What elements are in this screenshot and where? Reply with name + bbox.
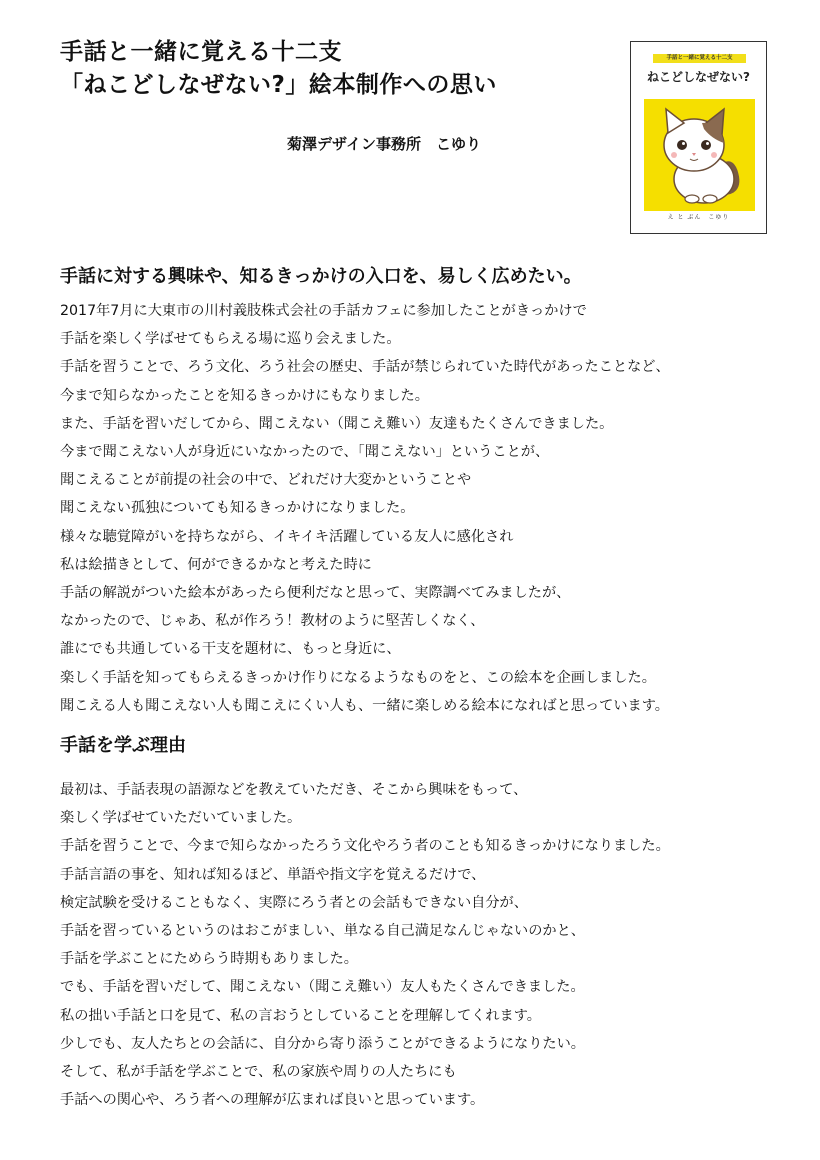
cover-illustration [644, 99, 755, 211]
body-line: 最初は、手話表現の語源などを教えていただき、そこから興味をもって、 [60, 782, 528, 798]
body-line: 2017年7月に大東市の川村義肢株式会社の手話カフェに参加したことがきっかけで [60, 303, 587, 319]
cover-subtitle: 手話と一緒に覚える十二支 [653, 54, 746, 63]
title-line-1: 手話と一緒に覚える十二支 [60, 39, 342, 65]
body-line: 聞こえない孤独についても知るきっかけになりました。 [60, 500, 415, 517]
body-line: 私の拙い手話と口を見て、私の言おうとしていることを理解してくれます。 [60, 1007, 541, 1024]
body-line: 手話への関心や、ろう者への理解が広まれば良いと思っています。 [60, 1092, 485, 1109]
body-line: 誰にでも共通している干支を題材に、もっと身近に、 [60, 641, 401, 658]
author-name: 菊澤デザイン事務所 こゆり [287, 135, 481, 153]
body-line: 手話を習っているというのはおこがましい、単なる自己満足なんじゃないのかと、 [60, 923, 585, 940]
section-1-heading: 手話に対する興味や、知るきっかけの入口を、易しく広めたい。 [60, 266, 582, 287]
cover-title: ねこどしなぜない? [647, 70, 750, 84]
body-line: 少しでも、友人たちとの会話に、自分から寄り添うことができるようになりたい。 [60, 1035, 585, 1052]
cat-illustration [644, 99, 755, 211]
body-line: 手話を習うことで、今まで知らなかったろう文化やろう者のことも知るきっかけになりました。 [60, 838, 670, 855]
body-line: 検定試験を受けることもなく、実際にろう者との会話もできない自分が、 [60, 894, 528, 911]
body-line: 聞こえることが前提の社会の中で、どれだけ大変かということや [60, 472, 472, 489]
section-2-body [60, 776, 670, 1114]
cover-author: え と ぶん こゆり [667, 214, 730, 221]
document-title [60, 36, 497, 102]
book-cover-image [630, 41, 767, 234]
section-1-body [60, 297, 670, 720]
body-line: 手話の解説がついた絵本があったら便利だなと思って、実際調べてみましたが、 [60, 585, 571, 602]
body-line: 聞こえる人も聞こえない人も聞こえにくい人も、一緒に楽しめる絵本になればと思っています。 [60, 697, 669, 714]
body-line: なかったので、じゃあ、私が作ろう！教材のように堅苦しくなく、 [60, 613, 485, 630]
body-line: 手話を学ぶことにためらう時期もありました。 [60, 951, 358, 968]
body-line: また、手話を習いだしてから、聞こえない（聞こえ難い）友達もたくさんできました。 [60, 415, 614, 432]
title-line-2: 「ねこどしなぜない?」絵本制作への思い [60, 72, 497, 98]
section-2-heading: 手話を学ぶ理由 [60, 735, 186, 756]
body-line: 私は絵描きとして、何ができるかなと考えた時に [60, 556, 372, 573]
body-line: 手話言語の事を、知れば知るほど、単語や指文字を覚えるだけで、 [60, 866, 486, 883]
body-line: 手話を楽しく学ばせてもらえる場に巡り会えました。 [60, 331, 401, 348]
body-line: 楽しく手話を知ってもらえるきっかけ作りになるようなものをと、この絵本を企画しました。 [60, 669, 656, 686]
body-line: 今まで聞こえない人が身近にいなかったので、「聞こえない」ということが、 [60, 444, 550, 461]
body-line: 手話を習うことで、ろう文化、ろう社会の歴史、手話が禁じられていた時代があったことなど、 [60, 359, 670, 376]
body-line: 今まで知らなかったことを知るきっかけにもなりました。 [60, 387, 429, 404]
body-line: でも、手話を習いだして、聞こえない（聞こえ難い）友人もたくさんできました。 [60, 979, 585, 996]
body-line: 様々な聴覚障がいを持ちながら、イキイキ活躍している友人に感化され [60, 528, 514, 545]
body-line: そして、私が手話を学ぶことで、私の家族や周りの人たちにも [60, 1064, 457, 1081]
body-line: 楽しく学ばせていただいていました。 [60, 810, 302, 827]
